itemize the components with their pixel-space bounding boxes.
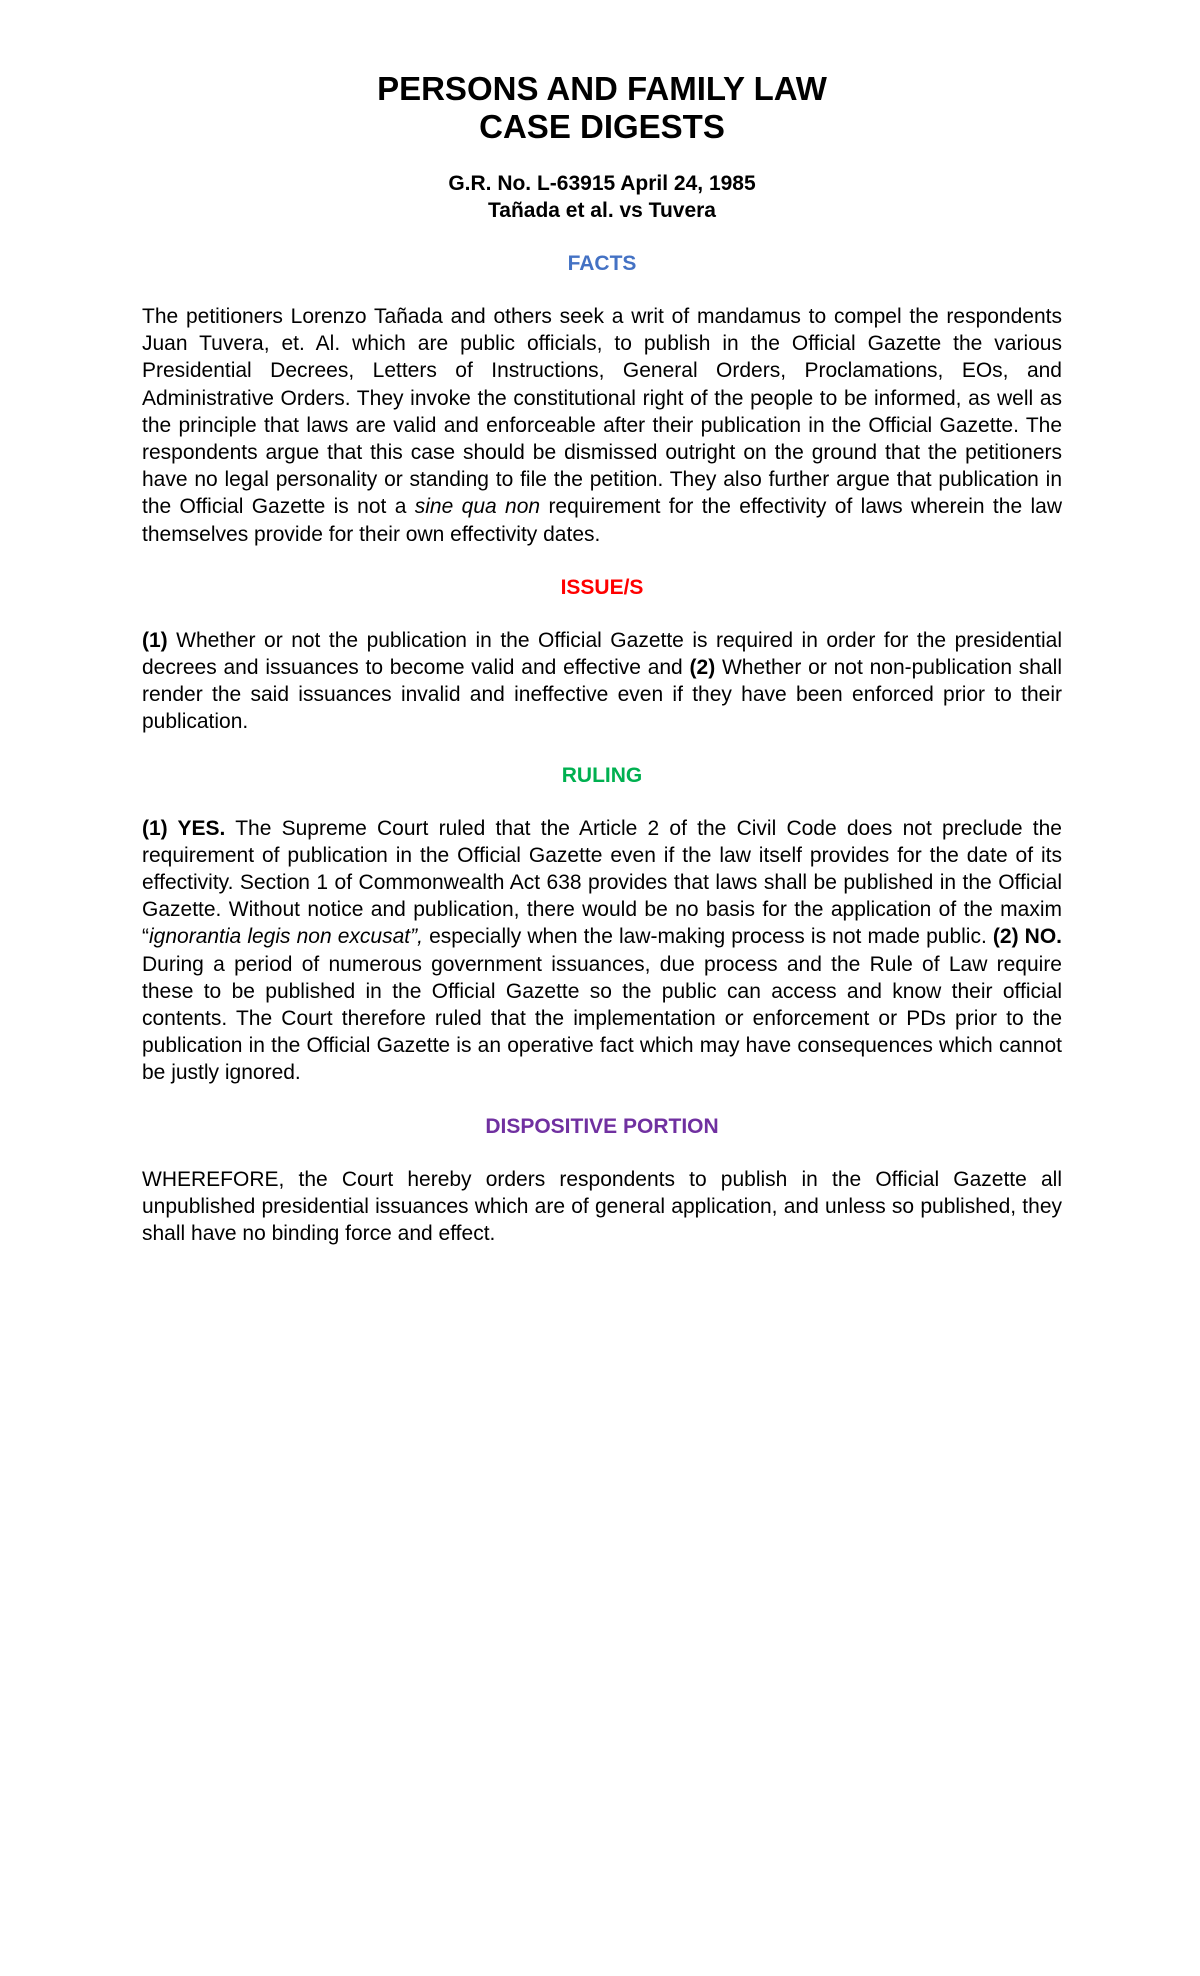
facts-text-1: The petitioners Lorenzo Tañada and others seek a writ of mandamus to compel the respondents Juan Tuvera, et. Al. which are public officials, to publish in the Official Gazette the various Presidential Decrees, Letters of Instructions, General Orders, Proclamations, EOs, and Administrative Orders. They invoke the constitutional right of the people to be informed, as well as the principle that laws are valid and enforceable after their publication in the Official Gazette. The respondents argue that this case should be dismissed outright on the ground that the petitioners have no legal personality or standing to file the petition. They also further argue that publication in the Official Gazette is not a: [142, 305, 1062, 519]
ruling-marker-2: (2) NO.: [992, 925, 1062, 949]
ruling-text-2: especially when the law-making process is not made public.: [422, 925, 993, 949]
ruling-paragraph: [142, 815, 1062, 1087]
case-parties: Tañada et al. vs Tuvera: [488, 199, 716, 222]
facts-text-2: requirement for the effectivity of laws wherein the law themselves provide for their own effectivity dates.: [142, 495, 1062, 546]
ruling-italic-maxim: ignorantia legis non excusat”,: [149, 925, 423, 949]
document-content: [142, 70, 1062, 1247]
ruling-marker-1: (1) YES.: [142, 816, 226, 840]
issue-text-1: Whether or not the publication in the Official Gazette is required in order for the presidential decrees and issuances to become valid and effective and: [142, 628, 1062, 680]
facts-heading: FACTS: [567, 252, 637, 275]
dispositive-heading: DISPOSITIVE PORTION: [485, 1114, 719, 1138]
dispositive-paragraph: WHEREFORE, the Court hereby orders respondents to publish in the Official Gazette all unpublished presidential issuances which are of general application, and unless so published, they shall have no binding force and effect.: [142, 1167, 1062, 1246]
title-line-2: CASE DIGESTS: [479, 108, 725, 145]
issue-text-2: Whether or not non-publication shall render the said issuances invalid and ineffective even if they have been enforced prior to their publication.: [142, 656, 1062, 734]
ruling-heading: RULING: [561, 763, 643, 787]
facts-paragraph: [142, 303, 1062, 548]
issues-heading: ISSUE/S: [560, 575, 644, 599]
title-line-1: PERSONS AND FAMILY LAW: [377, 70, 827, 107]
document-title: [142, 70, 1062, 146]
facts-italic-term: sine qua non: [414, 495, 541, 519]
case-reference: [142, 170, 1062, 224]
ruling-text-1: The Supreme Court ruled that the Article 2 of the Civil Code does not preclude the requirement of publication in the Official Gazette even if the law itself provides for the date of its effectivity. Section 1 of Commonwealth Act 638 provides that laws shall be published in the Official Gazette. Without notice and publication, there would be no basis for the application of the maxim “: [142, 816, 1062, 949]
issue-marker-2: (2): [689, 656, 716, 680]
case-number: G.R. No. L-63915 April 24, 1985: [448, 172, 756, 195]
ruling-text-3: During a period of numerous government issuances, due process and the Rule of Law require these to be published in the Official Gazette so the public can access and know their official contents. The Court therefore ruled that the implementation or enforcement or PDs prior to the publication in the Official Gazette is an operative fact which may have consequences which cannot be justly ignored.: [142, 952, 1062, 1085]
issue-marker-1: (1): [142, 628, 168, 652]
issues-paragraph: [142, 627, 1062, 736]
